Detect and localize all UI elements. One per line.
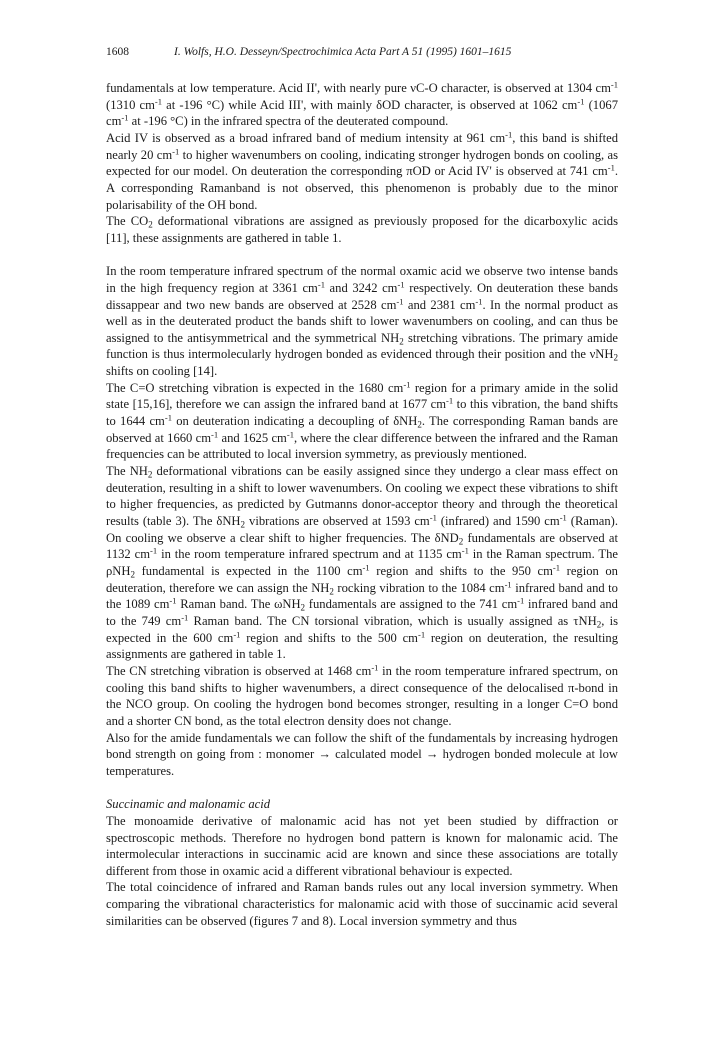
paragraph-malonamic-intro: The monoamide derivative of malonamic acid has not yet been studied by diffraction or spectroscopic methods. Therefore no hydrogen bond pattern is known for malonamic acid. The intermolecular interactions in succinamic acid are known and since these associations are totally different from those in oxamic acid a different vibrational behaviour is expected. [106,813,618,878]
paragraph-nh2-stretching: In the room temperature infrared spectrum of the normal oxamic acid we observe two intense bands in the high frequency region at 3361 $cm^{-1}$ and 3242 $cm^{-1}$ respectively. On deuteration these bands dissappear and two new bands are observed at 2528 $cm^{-1}$ and 2381 $cm^{-1}$. In the normal product as well as in the deuterated product the bands shift to lower wavenumbers on cooling, and can thus be assigned to the antisymmetrical and the symmetrical $NH_2$ stretching vibrations. The primary amide function is thus intermolecularly hydrogen bonded as evidenced through their position and the νNH$_2$ shifts on cooling [14]. [106,264,618,379]
page-header [106,46,616,64]
section-heading: Succinamic and malonamic acid [106,797,271,812]
paragraph-amide-shift: Also for the amide fundamentals we can follow the shift of the fundamentals by increasing hydrogen bond strength on going from : monomer → calculated model → hydrogen bonded molecule at low temperatures. [106,730,618,778]
paragraph-acid-ii-iii: fundamentals at low temperature. Acid II', with nearly pure νC-O character, is observed at 1304 $cm^{-1}$ (1310 $cm^{-1}$ at -196 °C) while Acid III', with mainly δOD character, is observed at 1062 $cm^{-1}$ (1067 $cm^{-1}$ at -196 °C) in the infrared spectra of the deuterated compound. [106,79,618,129]
paragraph-acid-iv: Acid IV is observed as a broad infrared band of medium intensity at 961 $cm^{-1}$, this band is shifted nearly 20 $cm^{-1}$ to higher wavenumbers on cooling, indicating stronger hydrogen bonds on cooling, as expected for our model. On deuteration the corresponding πOD or Acid IV' is observed at 741 $cm^{-1}$. A corresponding Ramanband is not observed, this phenomenon is probably due to the minor polarisability of the OH bond. [106,129,618,212]
paragraph-co-stretching: The C=O stretching vibration is expected in the 1680 $cm^{-1}$ region for a primary amide in the solid state [15,16], therefore we can assign the infrared band at 1677 $cm^{-1}$ to this vibration, the band shifts to 1644 $cm^{-1}$ on deuteration indicating a decoupling of δNH$_2$. The corresponding Raman bands are observed at 1660 $cm^{-1}$ and 1625 $cm^{-1}$, where the clear difference between the infrared and the Raman frequencies can be attributed to local inversion symmetry, as previously mentioned. [106,379,619,462]
page-number: 1608 [106,46,129,58]
paragraph-inversion-symmetry: The total coincidence of infrared and Raman bands rules out any local inversion symmetry. When comparing the vibrational characteristics for malonamic acid with those of succinamic acid several similarities can be observed (figures 7 and 8). Local inversion symmetry and thus [106,880,618,928]
paragraph-cn-stretching: The CN stretching vibration is observed at 1468 $cm^{-1}$ in the room temperature infrared spectrum, on cooling this band shifts to higher wavenumbers, a direct consequence of the delocalised π-bond in the NCO group. On cooling the hydrogen bond becomes stronger, resulting in a longer C=O bond and a shorter CN bond, as the total electron density does not change. [106,662,618,728]
paragraph-nh2-deformation: The $NH_2$ deformational vibrations can be easily assigned since they undergo a clear mass effect on deuteration, resulting in a shift to lower wavenumbers. On cooling we expect these vibrations to shift to higher frequencies, as predicted by Gutmanns donor-acceptor theory and through the theoretical results (table 3). The δNH$_2$ vibrations are observed at 1593 $cm^{-1}$ (infrared) and 1590 $cm^{-1}$ (Raman). On cooling we observe a clear shift to higher frequencies. The δND$_2$ fundamentals are observed at 1132 $cm^{-1}$ in the room temperature infrared spectrum and at 1135 $cm^{-1}$ in the Raman spectrum. The ρNH$_2$ fundamental is expected in the 1100 $cm^{-1}$ region and shifts to the 950 $cm^{-1}$ region on deuteration, therefore we can assign the $NH_2$ rocking vibration to the 1084 $cm^{-1}$ infrared band and to the 1089 $cm^{-1}$ Raman band. The ωNH$_2$ fundamentals are assigned to the 741 $cm^{-1}$ infrared band and to the 749 $cm^{-1}$ Raman band. The CN torsional vibration, which is usually assigned as τNH$_2$, is expected in the 600 $cm^{-1}$ region and shifts to the 500 $cm^{-1}$ region on deuteration, the resulting assignments are gathered in table 1. [106,464,619,662]
paragraph-co2-deformation: The $CO_2$ deformational vibrations are assigned as previously proposed for the dicarboxylic acids [11], these assignments are gathered in table 1. [106,214,618,245]
article-body [106,80,618,929]
running-head: I. Wolfs, H.O. Desseyn/Spectrochimica Acta Part A 51 (1995) 1601–1615 [174,46,512,58]
